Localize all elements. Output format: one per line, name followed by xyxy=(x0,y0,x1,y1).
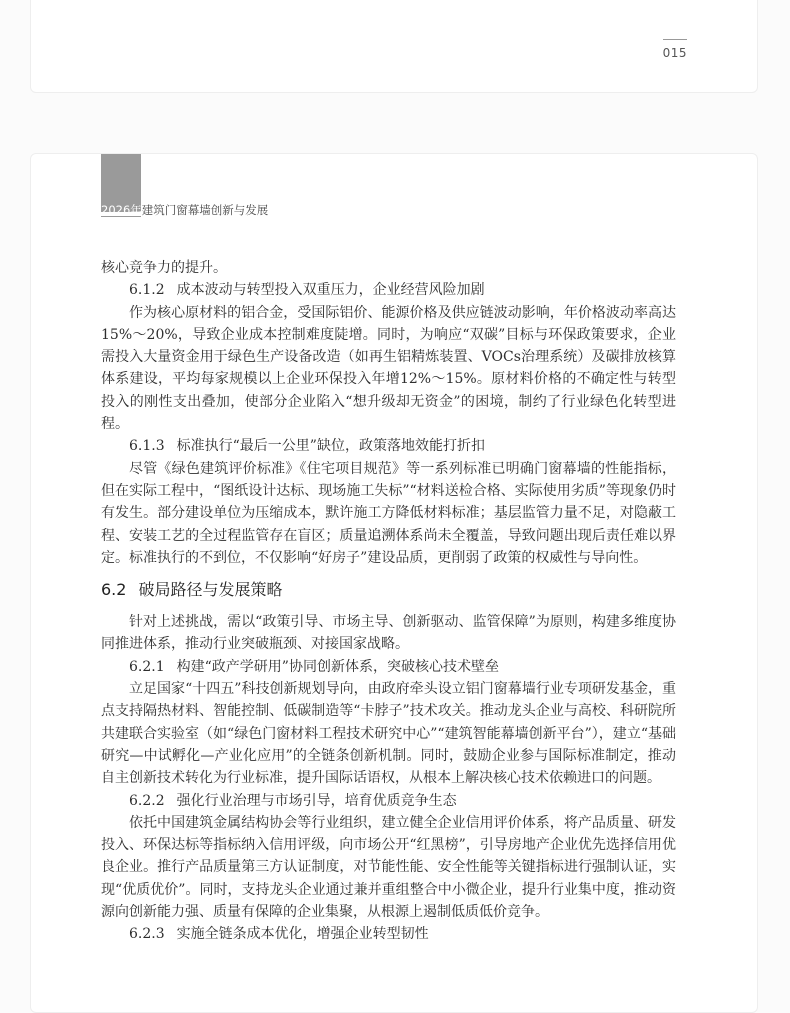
page-number: 015 xyxy=(662,46,687,60)
subsection-number: 6.1.2 xyxy=(129,282,165,299)
subsection-number: 6.2.3 xyxy=(129,926,165,943)
subsection-heading-6-1-2 xyxy=(101,279,676,301)
header-year: 2026年 xyxy=(101,203,142,217)
subsection-title: 构建“政产学研用”协同创新体系，突破核心技术壁垒 xyxy=(176,658,499,675)
header-rule xyxy=(101,216,141,217)
previous-page-last-line xyxy=(115,0,695,4)
paragraph-continuation: 核心竞争力的提升。 xyxy=(101,260,227,276)
subsection-title: 强化行业治理与市场引导，培育优质竞争生态 xyxy=(176,792,457,809)
subsection-number: 6.1.3 xyxy=(129,438,165,455)
subsection-number: 6.2.1 xyxy=(129,658,165,675)
section-number: 6.2 xyxy=(101,580,127,600)
paragraph: 针对上述挑战，需以“政策引导、市场主导、创新驱动、监管保障”为原则，构建多维度协同推进体系，推动行业突破瓶颈、对接国家战略。 xyxy=(101,614,676,653)
subsection-heading-6-2-3 xyxy=(101,923,676,945)
page-body xyxy=(101,257,676,946)
header-title: 建筑门窗幕墙创新与发展 xyxy=(141,203,269,217)
page-number-rule xyxy=(663,39,687,40)
subsection-heading-6-2-1 xyxy=(101,656,676,678)
subsection-heading-6-2-2 xyxy=(101,790,676,812)
previous-page xyxy=(30,0,758,93)
current-page xyxy=(30,153,758,1013)
paragraph: 依托中国建筑金属结构协会等行业组织，建立健全企业信用评价体系，将产品质量、研发投入、环保达标等指标纳入信用评级，向市场公开“红黑榜”，引导房地产企业优先选择信用优良企业。推行产品质量第三方认证制度，对节能性能、安全性能等关键指标进行强制认证，实现“优质优价”。同时，支持龙头企业通过兼并重组整合中小微企业，提升行业集中度，推动资源向创新能力强、质量有保障的企业集聚，从根源上遏制低质低价竞争。 xyxy=(101,814,676,921)
subsection-title: 实施全链条成本优化，增强企业转型韧性 xyxy=(176,926,429,943)
paragraph: 作为核心原材料的铝合金，受国际铝价、能源价格及供应链波动影响，年价格波动率高达15%～20%，导致企业成本控制难度陡增。同时，为响应“双碳”目标与环保政策要求，企业需投入大量资金用于绿色生产设备改造（如再生铝精炼装置、VOCs治理系统）及碳排放核算体系建设，平均每家规模以上企业环保投入年增12%～15%。原材料价格的不确定性与转型投入的刚性支出叠加，使部分企业陷入“想升级却无资金”的困境，制约了行业绿色化转型进程。 xyxy=(101,304,676,433)
paragraph: 尽管《绿色建筑评价标准》《住宅项目规范》等一系列标准已明确门窗幕墙的性能指标，但在实际工程中，“图纸设计达标、现场施工失标”“材料送检合格、实际使用劣质”等现象仍时有发生。部分建设单位为压缩成本，默许施工方降低材料标准；基层监管力量不足，对隐蔽工程、安装工艺的全过程监管存在盲区；质量追溯体系尚未全覆盖，导致问题出现后责任难以界定。标准执行的不到位，不仅影响“好房子”建设品质，更削弱了政策的权威性与导向性。 xyxy=(101,460,676,566)
subsection-title: 标准执行“最后一公里”缺位，政策落地效能打折扣 xyxy=(176,438,485,455)
subsection-number: 6.2.2 xyxy=(129,792,165,809)
section-title: 破局路径与发展策略 xyxy=(138,580,283,600)
section-heading-6-2 xyxy=(101,579,676,601)
subsection-heading-6-1-3 xyxy=(101,435,676,457)
subsection-title: 成本波动与转型投入双重压力，企业经营风险加剧 xyxy=(176,282,485,299)
paragraph: 立足国家“十四五”科技创新规划导向，由政府牵头设立铝门窗幕墙行业专项研发基金，重点支持隔热材料、智能控制、低碳制造等“卡脖子”技术攻关。推动龙头企业与高校、科研院所共建联合实验室（如“绿色门窗材料工程技术研究中心”“建筑智能幕墙创新平台”），建立“基础研究—中试孵化—产业化应用”的全链条创新机制。同时，鼓励企业参与国际标准制定，推动自主创新技术转化为行业标准，提升国际话语权，从根本上解决核心技术依赖进口的问题。 xyxy=(101,681,676,787)
